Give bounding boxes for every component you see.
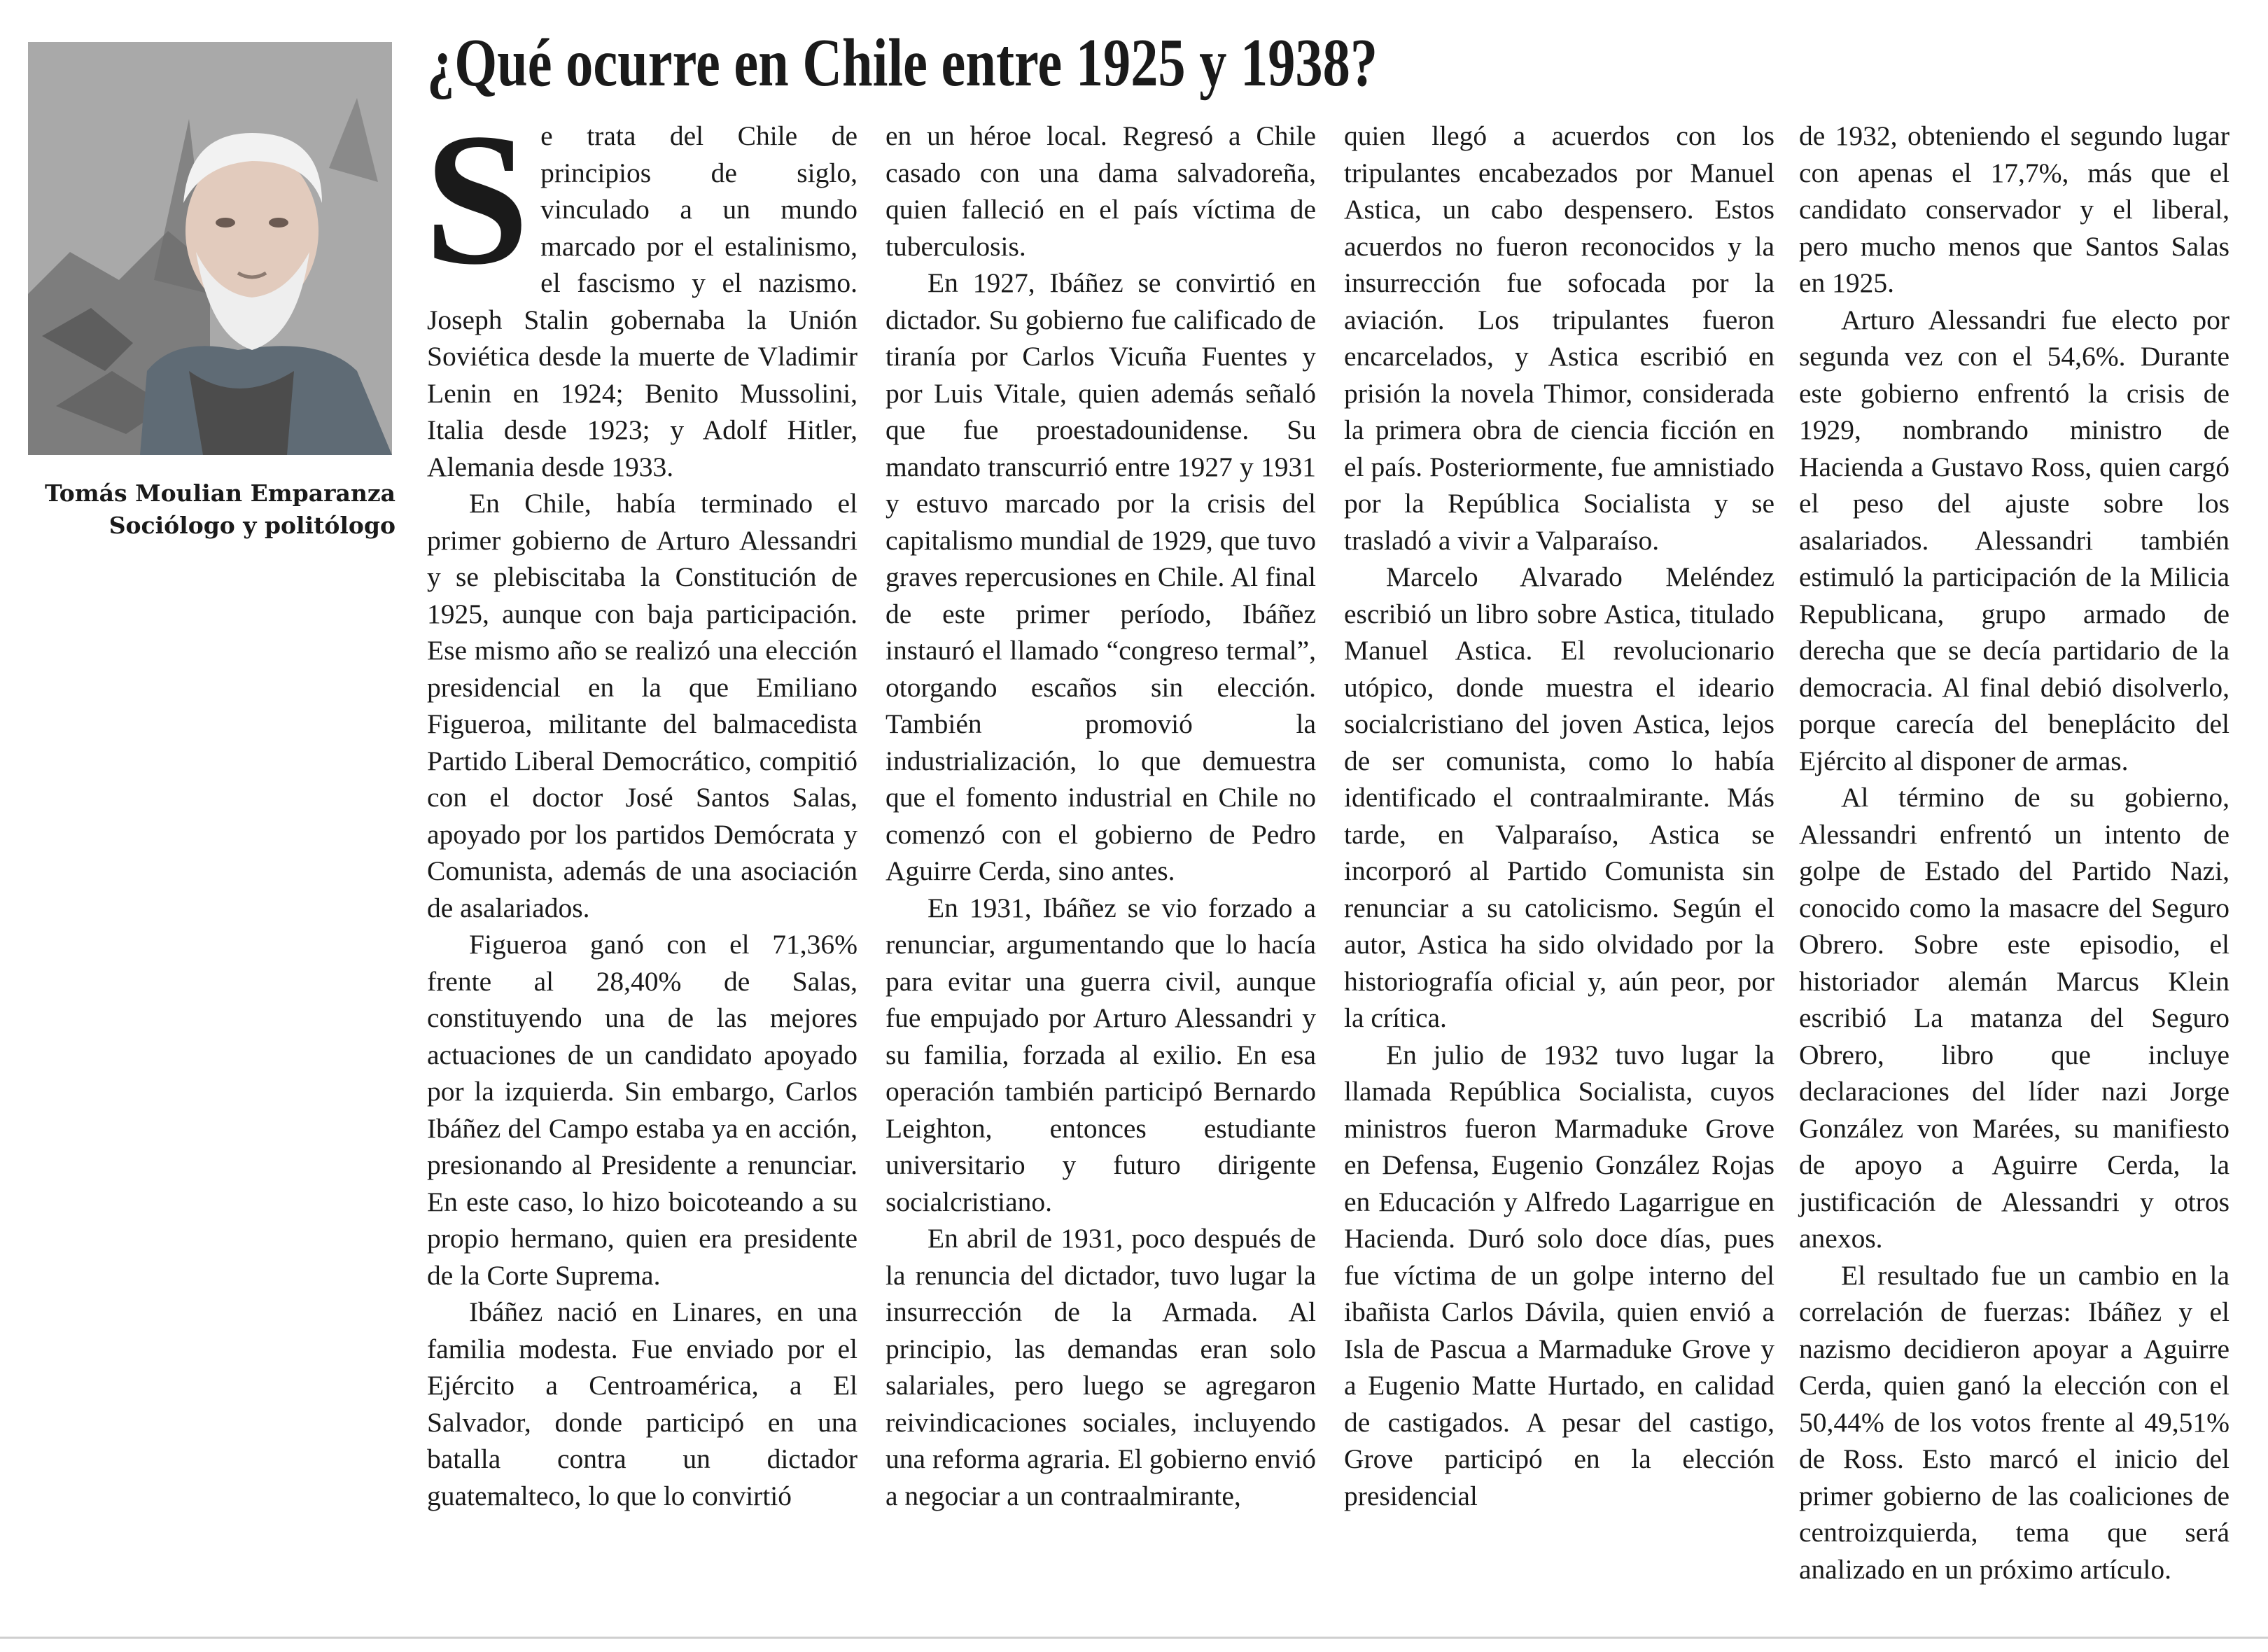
article-column-1: [424, 94, 858, 1514]
paragraph: quien llegó a acuerdos con los tripulantes encabezados por Manuel Astica, un cabo despensero. Estos acuerdos no fueron reconocidos y la insurrección fue sofocada por la aviación. Los tripulantes fueron encarcelados, y Astica escribió en prisión la novela Thimor, considerada la primera obra de ciencia ficción en el país. Posteriormente, fue amnistiado por la República Socialista y se trasladó a vivir a Valparaíso.: [1344, 120, 1774, 556]
paragraph: Marcelo Alvarado Meléndez escribió un libro sobre Astica, titulado Manuel Astica. El revolucionario utópico, donde muestra el ideario socialcristiano del joven Astica, lejos de ser comunista, como lo había identificado el contraalmirante. Más tarde, en Valparaíso, Astica se incorporó al Partido Comunista sin renunciar a su catolicismo. Según el autor, Astica ha sido olvidado por la historiografía oficial y, aún peor, por la crítica.: [1344, 561, 1774, 1033]
article-column-2: [886, 118, 1316, 1514]
article-column-4: [1799, 118, 2230, 1588]
paragraph: En julio de 1932 tuvo lugar la llamada República Socialista, cuyos ministros fueron Marmaduke Grove en Defensa, Eugenio González Rojas en Educación y Alfredo Lagarrigue en Hacienda. Duró solo doce días, pues fue víctima de un golpe interno del ibañista Carlos Dávila, quien envió a Isla de Pascua a Marmaduke Grove y a Eugenio Matte Hurtado, en calidad de castigados. A pesar del castigo, Grove participó en la elección presidencial: [1344, 1039, 1774, 1511]
photo-caption: [14, 477, 396, 542]
paragraph: e trata del Chile de principios de siglo, vinculado a un mundo marcado por el estalinismo, el fascismo y el nazismo. Joseph Stalin gobernaba la Unión Soviética desde la muerte de Vladimir Lenin en 1924; Benito Mussolini, Italia desde 1923; y Adolf Hitler, Alemania desde 1933.: [427, 120, 858, 482]
page-divider: [0, 1637, 2268, 1639]
paragraph: Ibáñez nació en Linares, en una familia modesta. Fue enviado por el Ejército a Centroamérica, a El Salvador, donde participó en una batalla contra un dictador guatemalteco, lo que lo convirtió: [427, 1296, 858, 1511]
author-name: Tomás Moulian Emparanza: [44, 479, 396, 507]
drop-cap: S: [424, 94, 530, 304]
paragraph: de 1932, obteniendo el segundo lugar con apenas el 17,7%, más que el candidato conservador y el liberal, pero mucho menos que Santos Salas en 1925.: [1799, 120, 2230, 298]
paragraph: Arturo Alessandri fue electo por segunda vez con el 54,6%. Durante este gobierno enfrentó la crisis de 1929, nombrando ministro de Hacienda a Gustavo Ross, quien cargó el peso del ajuste sobre los asalariados. Alessandri también estimuló la participación de la Milicia Republicana, grupo armado de derecha que se decía partidario de la democracia. Al final debió disolverlo, porque carecía del beneplácito del Ejército al disponer de armas.: [1799, 304, 2230, 776]
paragraph: en un héroe local. Regresó a Chile casado con una dama salvadoreña, quien falleció en el país víctima de tuberculosis.: [886, 120, 1316, 262]
paragraph: El resultado fue un cambio en la correlación de fuerzas: Ibáñez y el nazismo decidieron apoyar a Aguirre Cerda, quien ganó la elección con el 50,44% de los votos frente al 49,51% de Ross. Esto marcó el inicio del primer gobierno de las coaliciones de centroizquierda, tema que será analizado en un próximo artículo.: [1799, 1259, 2230, 1585]
paragraph: En 1927, Ibáñez se convirtió en dictador. Su gobierno fue calificado de tiranía por Carlos Vicuña Fuentes y por Luis Vitale, quien además señaló que fue proestadounidense. Su mandato transcurrió entre 1927 y 1931 y estuvo marcado por la crisis del capitalismo mundial de 1929, que tuvo graves repercusiones en Chile. Al final de este primer período, Ibáñez instauró el llamado “congreso termal”, otorgando escaños sin elección. También promovió la industrialización, lo que demuestra que el fomento industrial en Chile no comenzó con el gobierno de Pedro Aguirre Cerda, sino antes.: [886, 267, 1316, 886]
paragraph: En Chile, había terminado el primer gobierno de Arturo Alessandri y se plebiscitaba la Constitución de 1925, aunque con baja participación. Ese mismo año se realizó una elección presidencial en la que Emiliano Figueroa, militante del balmacedista Partido Liberal Democrático, compitió con el doctor José Santos Salas, apoyado por los partidos Demócrata y Comunista, además de una asociación de asalariados.: [427, 488, 858, 923]
paragraph: En abril de 1931, poco después de la renuncia del dictador, tuvo lugar la insurrección de la Armada. Al principio, las demandas eran solo salariales, pero luego se agregaron reivindicaciones sociales, incluyendo una reforma agraria. El gobierno envió a negociar a un contraalmirante,: [886, 1223, 1316, 1511]
headline: ¿Qué ocurre en Chile entre 1925 y 1938?: [427, 25, 1378, 101]
paragraph: En 1931, Ibáñez se vio forzado a renunciar, argumentando que lo hacía para evitar una guerra civil, aunque fue empujado por Arturo Alessandri y su familia, forzada al exilio. En esa operación también participó Bernardo Leighton, entonces estudiante universitario y futuro dirigente socialcristiano.: [886, 892, 1316, 1217]
author-role: Sociólogo y politólogo: [108, 512, 396, 539]
article-column-3: [1344, 118, 1774, 1514]
paragraph: Figueroa ganó con el 71,36% frente al 28,40% de Salas, constituyendo una de las mejores actuaciones de un candidato apoyado por la izquierda. Sin embargo, Carlos Ibáñez del Campo estaba ya en acción, presionando al Presidente a renunciar. En este caso, lo hizo boicoteando a su propio hermano, quien era presidente de la Corte Suprema.: [427, 929, 858, 1291]
author-photo: [28, 42, 392, 455]
paragraph: Al término de su gobierno, Alessandri enfrentó un intento de golpe de Estado del Partido Nazi, conocido como la masacre del Seguro Obrero. Sobre este episodio, el historiador alemán Marcus Klein escribió La matanza del Seguro Obrero, libro que incluye declaraciones del líder nazi Jorge González von Marées, su manifiesto de apoyo a Aguirre Cerda, la justificación de Alessandri y otros anexos.: [1799, 782, 2230, 1254]
